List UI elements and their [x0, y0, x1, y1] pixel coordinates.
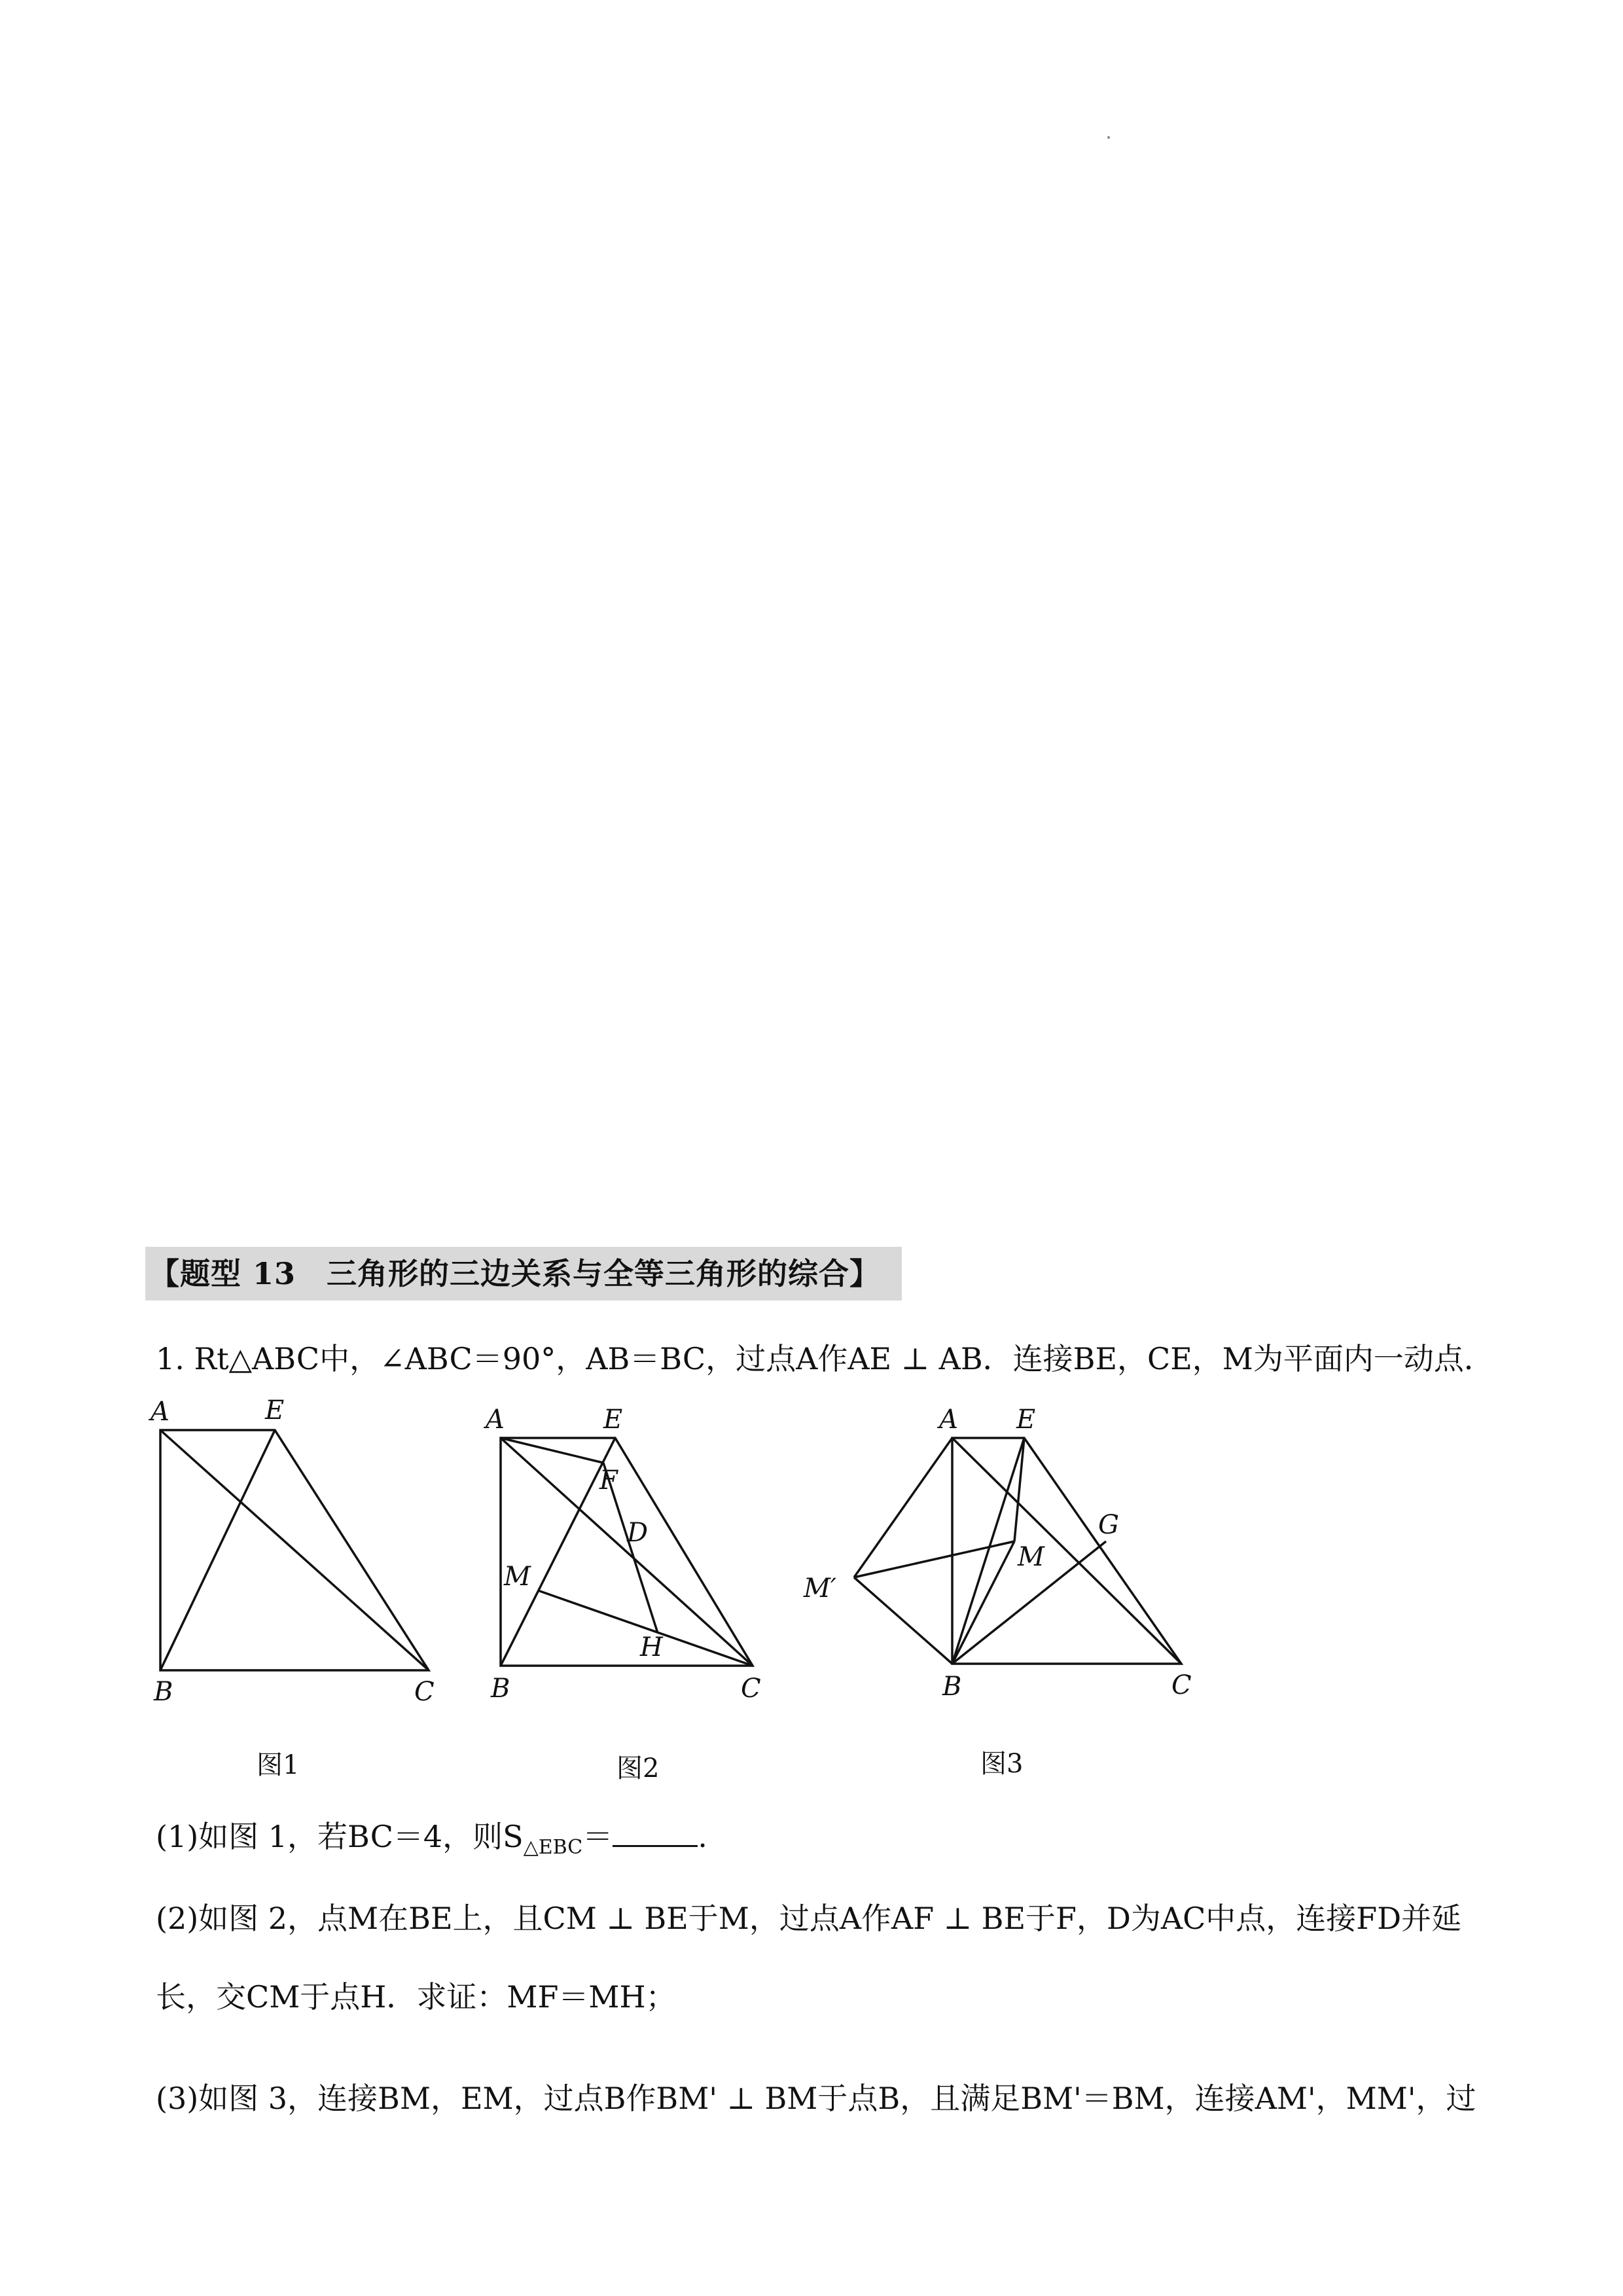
fig2-label-C: C — [741, 1674, 761, 1704]
fig2-label-A: A — [486, 1405, 505, 1435]
part1-subscript: △EBC — [523, 1836, 583, 1859]
fig3-ac — [952, 1438, 1181, 1664]
fig3-label-M-prime: M′ — [804, 1573, 837, 1604]
part-1 — [156, 1813, 707, 1859]
fig2-label-D: D — [627, 1518, 649, 1548]
fig3-label-G: G — [1098, 1510, 1119, 1540]
part-2-line-2: 长，交CM于点H．求证：MF＝MH； — [156, 1979, 676, 2015]
fig2-label-F: F — [599, 1465, 618, 1496]
fig1-label-E: E — [265, 1395, 285, 1426]
fig1-label-B: B — [154, 1677, 173, 1707]
header-dot — [1107, 136, 1110, 139]
fig3-label-E: E — [1016, 1405, 1036, 1435]
fig3-be — [952, 1438, 1024, 1664]
figure-3 — [803, 1405, 1192, 1779]
fig2-label-M: M — [504, 1562, 531, 1592]
fig3-label-B: B — [942, 1672, 962, 1702]
section-title: 【题型 13 三角形的三边关系与全等三角形的综合】 — [145, 1247, 902, 1300]
fig2-caption: 图2 — [616, 1753, 660, 1784]
fig2-label-E: E — [603, 1405, 623, 1435]
fig3-label-M: M — [1018, 1542, 1044, 1572]
fig3-label-C: C — [1171, 1670, 1192, 1700]
question-stem: 1. Rt△ABC中，∠ABC＝90°，AB＝BC，过点A作AE ⊥ AB．连接BE，CE，M为平面内一动点． — [156, 1341, 1494, 1376]
part1-prefix: (1)如图 1，若BC＝4，则S — [156, 1819, 524, 1854]
figures — [0, 1381, 1623, 1806]
part1-mid: ＝ — [582, 1819, 613, 1854]
fig3-m-prime-m — [854, 1541, 1014, 1577]
answer-blank[interactable] — [613, 1819, 698, 1847]
fig3-bm — [952, 1541, 1014, 1664]
fig3-label-A: A — [939, 1405, 958, 1435]
fig2-be — [501, 1438, 615, 1666]
fig2-label-B: B — [491, 1674, 510, 1704]
part-3-line-1: (3)如图 3，连接BM，EM，过点B作BM' ⊥ BM于点B，且满足BM'＝BM，连接AM'，MM'，过 — [156, 2081, 1476, 2116]
fig1-label-A: A — [151, 1397, 169, 1427]
fig2-label-H: H — [640, 1632, 663, 1662]
fig3-am-prime — [854, 1438, 952, 1577]
fig1-ac — [160, 1430, 429, 1670]
fig2-ac — [501, 1438, 753, 1666]
part-2-line-1: (2)如图 2，点M在BE上，且CM ⊥ BE于M，过点A作AF ⊥ BE于F，D为AC中点，连接FD并延 — [156, 1901, 1462, 1936]
part1-suffix: . — [698, 1819, 707, 1854]
fig1-caption: 图1 — [257, 1750, 300, 1780]
fig3-caption: 图3 — [980, 1749, 1024, 1779]
figure-2 — [483, 1405, 761, 1784]
figure-1 — [148, 1395, 435, 1780]
fig1-be — [160, 1430, 275, 1670]
fig1-label-C: C — [414, 1677, 435, 1707]
fig3-m-prime-b — [854, 1577, 952, 1664]
